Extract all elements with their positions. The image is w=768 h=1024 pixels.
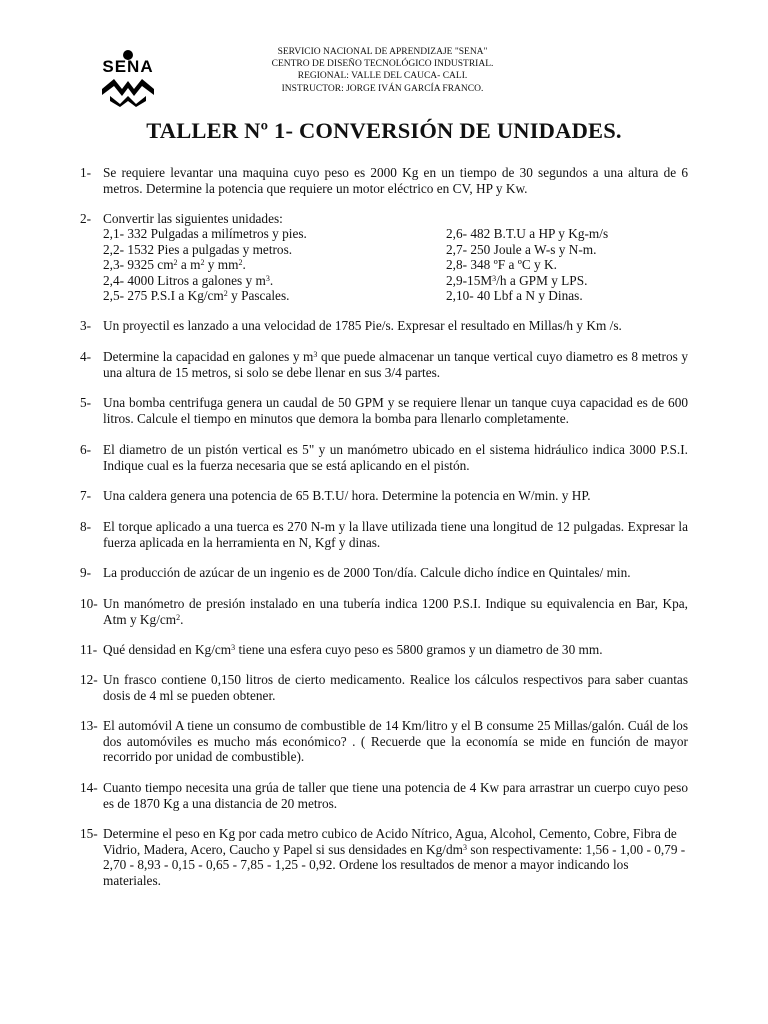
question-number: 13- xyxy=(80,718,98,733)
list-item: 2,2- 1532 Pies a pulgadas y metros. xyxy=(103,241,293,257)
question-text: Determine el peso en Kg por cada metro cubico de Acido Nítrico, Agua, Alcohol, Cemento, Cobre, Fibra de Vidrio, Madera, Acero, Caucho y Papel si sus densidades en $Kg/dm^3$ son respectivamente: 1,56 - 1,00 - 0,79 - 2,70 - 8,93 - 0,15 - 0,65 - 7,85 - 1,25 - 0,92. Ordene los resultados de menor a mayor indicando los materiales. xyxy=(103,826,686,888)
list-item: $2,9-15M^3/h$ a GPM y LPS. xyxy=(446,272,588,288)
question-text: Un manómetro de presión instalado en una tubería indica 1200 P.S.I. Indique su equivalencia en Bar, Kpa, Atm y $Kg/cm^2$. xyxy=(103,596,688,627)
list-item: 2,1- 332 Pulgadas a milímetros y pies. xyxy=(103,226,307,241)
question-number: 10- xyxy=(80,596,98,611)
question-text: El diametro de un pistón vertical es 5" y un manómetro ubicado en el sistema hidráulico indica 3000 P.S.I. Indique cual es la fuerza necesaria que se está aplicando en el pistón. xyxy=(103,442,688,473)
question-text: La producción de azúcar de un ingenio es de 2000 Ton/día. Calcule dicho índice en Quintales/ min. xyxy=(103,565,631,580)
sena-logo xyxy=(96,49,160,107)
list-item: 2,3- 9325 $cm^2$ a $m^2$ y $mm^2$. xyxy=(103,257,246,272)
question-number: 8- xyxy=(80,519,92,534)
question-text: Qué densidad en $Kg/cm^3$ tiene una esfera cuyo peso es 5800 gramos y un diametro de 30 mm. xyxy=(103,642,603,657)
question-number: 15- xyxy=(80,826,98,841)
question-text: Un frasco contiene 0,150 litros de cierto medicamento. Realice los cálculos respectivos para saber cuantas dosis de 4 ml se pueden obtener. xyxy=(103,672,688,703)
question-text: Un proyectil es lanzado a una velocidad de 1785 Pie/s. Expresar el resultado en Millas/h y Km /s. xyxy=(103,318,622,333)
question-number: 7- xyxy=(80,488,92,503)
question-7 xyxy=(80,488,688,504)
header-line: CENTRO DE DISEÑO TECNOLÓGICO INDUSTRIAL. xyxy=(271,59,494,70)
header-line: SERVICIO NACIONAL DE APRENDIZAJE "SENA" xyxy=(277,47,488,57)
question-text: El automóvil A tiene un consumo de combustible de 14 Km/litro y el B consume 25 Millas/galón. Cuál de los dos automóviles es mucho más económico? . ( Recuerde que la economía se mide en función de mayor recorrido por unidad de combustible). xyxy=(103,718,688,764)
question-number: 4- xyxy=(80,349,92,364)
question-4 xyxy=(80,349,688,380)
list-item: 2,8- 348 ºF a ºC y K. xyxy=(446,257,557,272)
question-number: 9- xyxy=(80,565,92,580)
question-number: 11- xyxy=(80,642,98,657)
question-9 xyxy=(80,565,688,581)
question-text: Una caldera genera una potencia de 65 B.T.U/ hora. Determine la potencia en W/min. y HP. xyxy=(103,488,591,503)
question-12 xyxy=(80,672,688,703)
list-item: 2,6- 482 B.T.U a HP y Kg-m/s xyxy=(446,226,609,241)
logo-text: SENA xyxy=(102,57,154,76)
list-item: 2,4- 4000 Litros a galones y $m^3$. xyxy=(103,272,274,288)
question-8 xyxy=(80,519,688,550)
question-15 xyxy=(80,826,688,888)
question-13 xyxy=(80,718,688,765)
institution-header xyxy=(250,46,515,95)
question-number: 6- xyxy=(80,442,92,457)
question-number: 5- xyxy=(80,395,92,410)
question-1 xyxy=(80,165,688,196)
question-text: Una bomba centrifuga genera un caudal de 50 GPM y se requiere llenar un tanque cuya capacidad es de 600 litros. Calcule el tiempo en minutos que demora la bomba para llenarlo completamente. xyxy=(103,395,688,426)
question-11 xyxy=(80,642,688,658)
question-5 xyxy=(80,395,688,426)
question-text: Cuanto tiempo necesita una grúa de taller que tiene una potencia de 4 Kw para arrastrar un cuerpo cuyo peso es de 1870 Kg a una distancia de 20 metros. xyxy=(103,780,688,811)
page-title: TALLER Nº 1- CONVERSIÓN DE UNIDADES. xyxy=(146,118,622,143)
question-number: 2- xyxy=(80,211,92,226)
question-text: Convertir las siguientes unidades: xyxy=(103,211,283,226)
list-item: 2,10- 40 Lbf a N y Dinas. xyxy=(446,288,583,303)
list-item: 2,5- 275 P.S.I a $Kg/cm^2$ y Pascales. xyxy=(103,288,290,303)
question-number: 1- xyxy=(80,165,92,180)
question-text: Se requiere levantar una maquina cuyo peso es 2000 Kg en un tiempo de 30 segundos a una altura de 6 metros. Determine la potencia que requiere un motor eléctrico en CV, HP y Kw. xyxy=(103,165,688,196)
question-10 xyxy=(80,596,688,627)
conversion-column-left xyxy=(103,226,307,304)
question-text: Determine la capacidad en galones y $m^3$ que puede almacenar un tanque vertical cuyo diametro es 8 metros y una altura de 15 metros, si solo se debe llenar en sus 3/4 partes. xyxy=(103,349,688,380)
question-number: 14- xyxy=(80,780,98,795)
question-6 xyxy=(80,442,688,473)
conversion-column-right xyxy=(446,226,608,304)
header-line: REGIONAL: VALLE DEL CAUCA- CALI. xyxy=(297,71,468,82)
question-number: 12- xyxy=(80,672,98,687)
list-item: 2,7- 250 Joule a W-s y N-m. xyxy=(446,241,597,257)
question-14 xyxy=(80,780,688,811)
question-2 xyxy=(80,211,688,227)
header-line: INSTRUCTOR: JORGE IVÁN GARCÍA FRANCO. xyxy=(281,83,484,94)
question-text: El torque aplicado a una tuerca es 270 N-m y la llave utilizada tiene una longitud de 12 pulgadas. Expresar la fuerza aplicada en la herramienta en N, Kgf y dinas. xyxy=(103,519,688,550)
question-number: 3- xyxy=(80,318,92,333)
question-3 xyxy=(80,318,688,334)
